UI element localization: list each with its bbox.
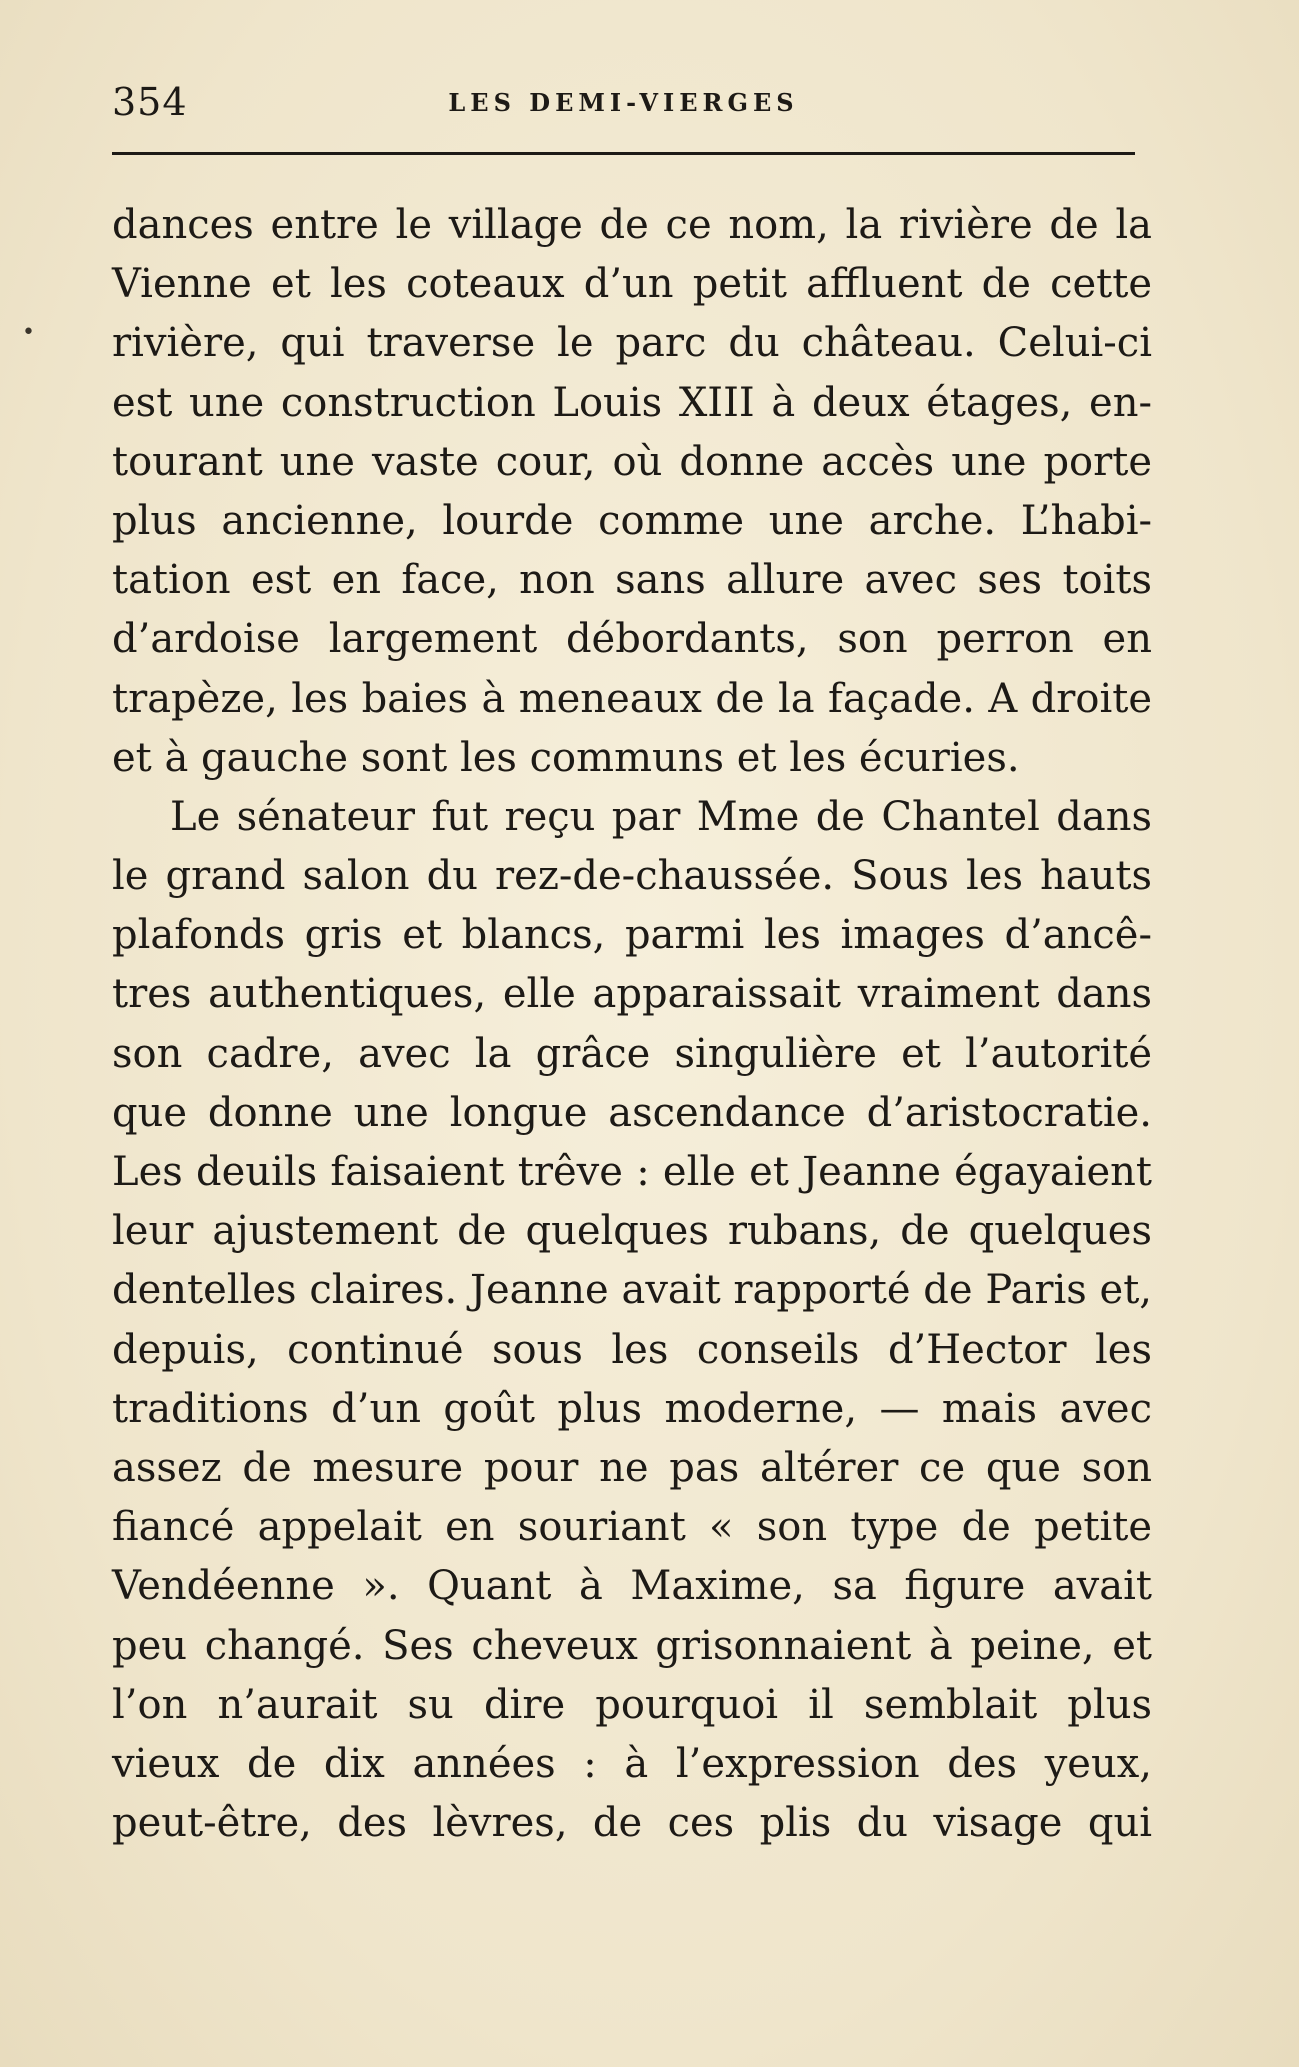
text-line: trapèze, les baies à meneaux de la façade. A droite [112,675,1152,722]
text-line: Vendéenne ». Quant à Maxime, sa figure avait [112,1563,1152,1610]
text-line: vieux de dix années : à l’expression des yeux, [112,1740,1152,1787]
text-line: fiancé appelait en souriant « son type de petite [112,1504,1152,1551]
text-line: peu changé. Ses cheveux grisonnaient à peine, et [112,1622,1152,1669]
text-line: dentelles claires. Jeanne avait rapporté de Paris et, [112,1267,1152,1314]
body-text [112,196,1152,1853]
text-line: tres authentiques, elle apparaissait vraiment dans [112,971,1152,1018]
text-line: rivière, qui traverse le parc du château. Celui-ci [112,320,1152,367]
margin-speck: • [22,320,35,345]
text-line: leur ajustement de quelques rubans, de quelques [112,1208,1152,1255]
text-line: assez de mesure pour ne pas altérer ce que son [112,1444,1152,1491]
text-line: le grand salon du rez-de-chaussée. Sous les hauts [112,853,1152,900]
text-line: plafonds gris et blancs, parmi les images d’ancê- [112,912,1152,959]
text-line: son cadre, avec la grâce singulière et l’autorité [112,1030,1152,1077]
text-line: depuis, continué sous les conseils d’Hector les [112,1326,1152,1373]
text-line: que donne une longue ascendance d’aristocratie. [112,1089,1152,1136]
header-rule [112,152,1135,155]
page-number: 354 [112,80,188,124]
text-line: peut-être, des lèvres, de ces plis du visage qui [112,1800,1152,1847]
text-line: d’ardoise largement débordants, son perron en [112,616,1152,663]
text-line: plus ancienne, lourde comme une arche. L’habi- [112,497,1152,544]
text-line: dances entre le village de ce nom, la rivière de la [112,202,1152,248]
text-line: Les deuils faisaient trêve : elle et Jeanne égayaient [112,1149,1152,1195]
text-line: est une construction Louis XIII à deux étages, en- [112,379,1152,426]
text-line: Le sénateur fut reçu par Mme de Chantel dans [170,793,1152,840]
text-line: tourant une vaste cour, où donne accès une porte [112,438,1152,485]
text-line: traditions d’un goût plus moderne, — mais avec [112,1385,1152,1432]
text-line: l’on n’aurait su dire pourquoi il semblait plus [112,1681,1152,1728]
text-line: et à gauche sont les communs et les écuries. [112,734,1020,781]
running-head [112,80,1135,130]
text-line: tation est en face, non sans allure avec ses toits [112,557,1152,604]
running-title: LES DEMI-VIERGES [448,88,799,117]
text-line: Vienne et les coteaux d’un petit affluent de cette [112,261,1152,308]
